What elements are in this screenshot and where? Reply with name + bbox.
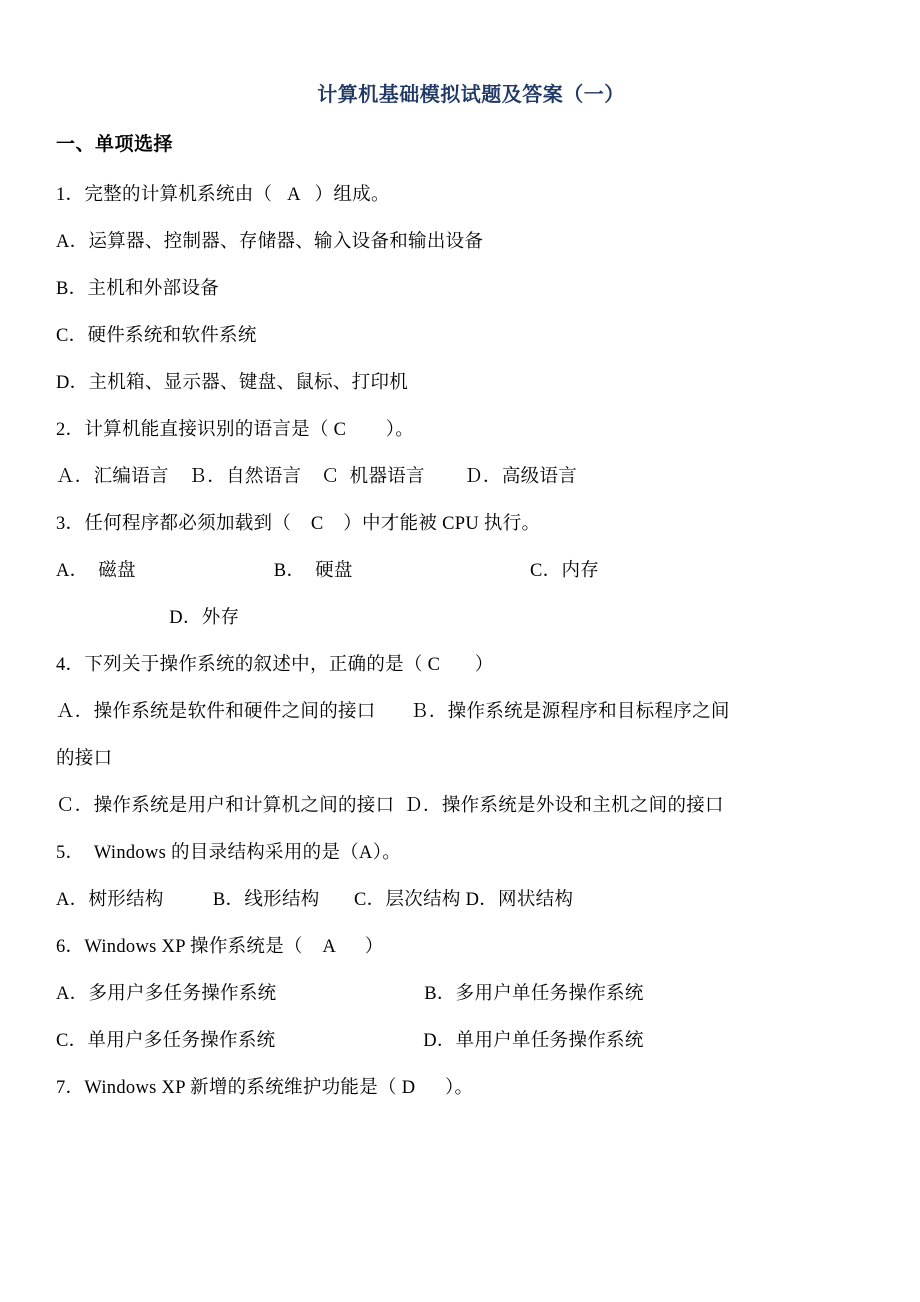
option-line: A． 磁盘 B． 硬盘 C．内存 (56, 561, 600, 581)
option-line: A．运算器、控制器、存储器、输入设备和输出设备 (56, 232, 484, 252)
question-line: 5． Windows 的目录结构采用的是（A）。 (56, 843, 402, 863)
option-line: D．外存 (56, 608, 240, 628)
option-line: A．树形结构 B．线形结构 C．层次结构 D．网状结构 (56, 890, 574, 910)
document-body (56, 78, 866, 1112)
option-line: Ａ．汇编语言 Ｂ．自然语言 Ｃ 机器语言 Ｄ．高级语言 (56, 467, 578, 487)
option-line: A．多用户多任务操作系统 B．多用户单任务操作系统 (56, 984, 644, 1004)
question-line: 7．Windows XP 新增的系统维护功能是（ D ）。 (56, 1078, 474, 1098)
option-line: B．主机和外部设备 (56, 279, 220, 299)
option-line: D．主机箱、显示器、键盘、鼠标、打印机 (56, 373, 409, 393)
option-line: Ａ．操作系统是软件和硬件之间的接口 Ｂ．操作系统是源程序和目标程序之间 (56, 702, 730, 722)
option-line: C．硬件系统和软件系统 (56, 326, 257, 346)
question-line: 1．完整的计算机系统由（ A ）组成。 (56, 185, 390, 205)
section-heading-single-choice: 一、单项选择 (56, 134, 174, 155)
question-line: 2．计算机能直接识别的语言是（ C ）。 (56, 420, 415, 440)
question-line: 3．任何程序都必须加载到（ C ）中才能被 CPU 执行。 (56, 514, 541, 534)
option-line-continuation: 的接口 (56, 749, 113, 769)
question-line: 4．下列关于操作系统的叙述中，正确的是（ C ） (56, 655, 494, 675)
question-line: 6．Windows XP 操作系统是（ A ） (56, 937, 384, 957)
option-line: C．单用户多任务操作系统 D．单用户单任务操作系统 (56, 1031, 644, 1051)
option-line: Ｃ．操作系统是用户和计算机之间的接口 Ｄ．操作系统是外设和主机之间的接口 (56, 796, 724, 816)
page-title: 计算机基础模拟试题及答案（一） (317, 84, 625, 106)
